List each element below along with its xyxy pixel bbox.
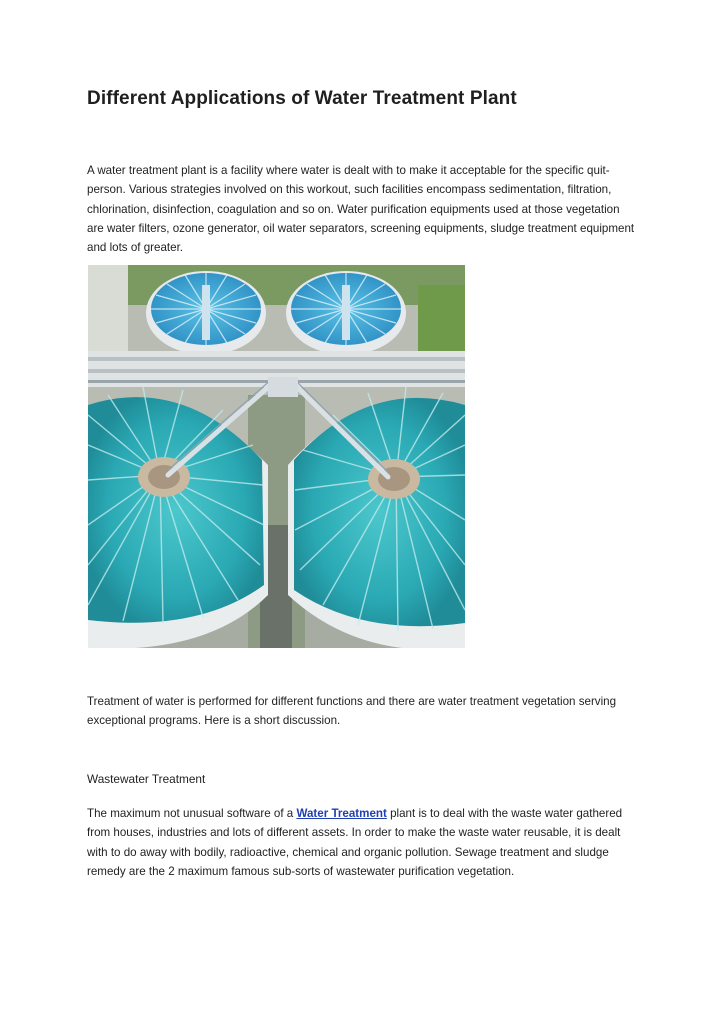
intro-paragraph: A water treatment plant is a facility where water is dealt with to make it acceptable for the specific quit-person. Various strategies involved on this workout, such facilities encompass sedimentation, filtration, chlorination, disinfection, coagulation and so on. Water purification equipments used at those vegetation are water filters, ozone generator, oil water separators, screening equipments, sludge treatment equipment and lots of greater. — [87, 164, 635, 255]
section-heading-wastewater: Wastewater Treatment — [87, 772, 206, 786]
paragraph-text-after-link: plant is to deal with the waste water gathered from houses, industries and lots of different assets. In order to make the waste water reusable, it is dealt with to do away with bodily, radioactive, chemical and organic pollution. Sewage treatment and sludge remedy are the 2 maximum famous sub-sorts of wastewater purification vegetation. — [87, 807, 623, 878]
functions-paragraph: Treatment of water is performed for different functions and there are water treatment vegetation serving exceptional programs. Here is a short discussion. — [87, 695, 617, 728]
wastewater-paragraph — [87, 804, 639, 881]
water-treatment-link[interactable]: Water Treatment — [296, 807, 387, 820]
page-title: Different Applications of Water Treatment Plant — [87, 88, 517, 109]
paragraph-text-before-link: The maximum not unusual software of a — [87, 807, 297, 820]
aerial-water-treatment-image — [88, 265, 465, 648]
